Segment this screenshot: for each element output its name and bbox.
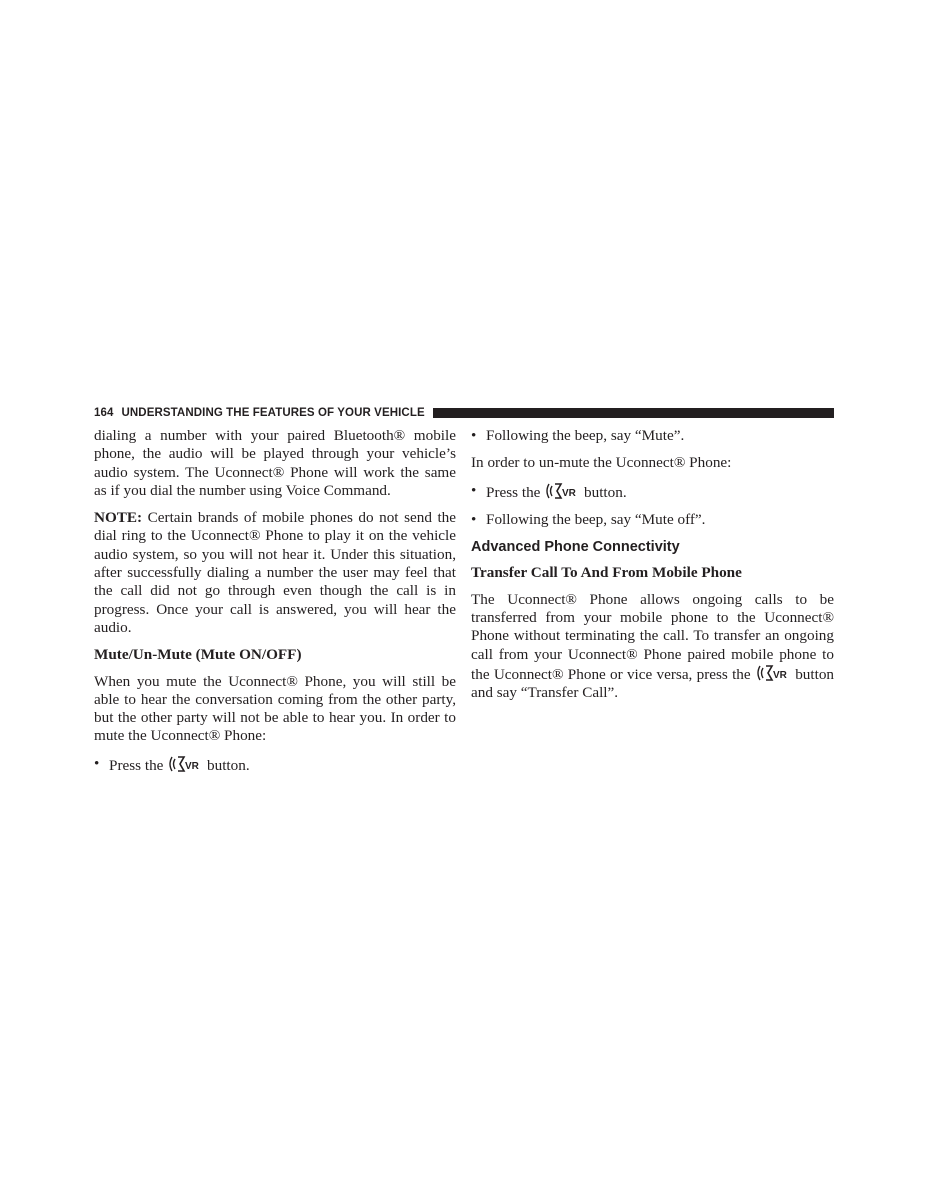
bullet-text-before: Press the (486, 483, 541, 501)
page-header (94, 405, 834, 421)
transfer-text-after: button and say “Transfer Call”. (471, 665, 835, 702)
bullet-text-after: button. (584, 483, 627, 501)
section-heading: Advanced Phone Connectivity (471, 539, 680, 556)
vr-button-icon (545, 482, 579, 500)
transfer-text-before: The Uconnect® Phone allows ongoing calls to be transferred from your mobile phone to the Uconnect® Phone without terminating the call. To transfer an ongoing call from your Uconnect® Phone paired mobile phone to the Uconnect® Phone or vice versa, press the (471, 590, 834, 683)
section-title: UNDERSTANDING THE FEATURES OF YOUR VEHICLE (121, 407, 425, 419)
list-item-say-mute-off (471, 511, 834, 529)
vr-label: VR (772, 669, 787, 681)
bullet-dot: • (94, 754, 100, 772)
bullet-text (486, 482, 627, 502)
list-item-press-vr (471, 482, 834, 502)
mute-heading: Mute/Un-Mute (Mute ON/OFF) (94, 646, 302, 664)
header-rule (433, 408, 834, 418)
vr-label: VR (185, 760, 200, 772)
bullet-text: Following the beep, say “Mute off”. (486, 510, 706, 528)
vr-button-icon (168, 755, 202, 773)
right-column (471, 427, 834, 712)
bullet-text (109, 755, 250, 775)
transfer-paragraph (471, 591, 834, 703)
bullet-text-after: button. (207, 756, 250, 774)
unmute-intro: In order to un-mute the Uconnect® Phone: (471, 454, 732, 472)
paragraph-dialing: dialing a number with your paired Bluetooth® mobile phone, the audio will be played through your vehicle’s audio system. The Uconnect® Phone will work the same as if you dial the number using Voice Command. (94, 427, 456, 499)
header-text (94, 407, 425, 419)
transfer-heading: Transfer Call To And From Mobile Phone (471, 564, 742, 582)
mute-paragraph: When you mute the Uconnect® Phone, you will still be able to hear the conversation coming from the other party, but the other party will not be able to hear you. In order to mute the Uconnect® Phone: (94, 672, 456, 745)
note-paragraph (94, 509, 456, 637)
left-column (94, 427, 456, 784)
vr-button-icon (756, 664, 790, 682)
bullet-text: Following the beep, say “Mute”. (486, 427, 685, 444)
bullet-dot: • (471, 481, 477, 499)
note-label: NOTE: (94, 509, 143, 527)
bullet-text-before: Press the (109, 756, 164, 774)
bullet-dot: • (471, 427, 477, 444)
vr-label: VR (562, 487, 577, 499)
list-item-say-mute (471, 427, 834, 445)
list-item-press-vr (94, 755, 456, 775)
page-number: 164 (94, 407, 114, 419)
note-text: Certain brands of mobile phones do not send the dial ring to the Uconnect® Phone to play it on the vehicle audio system, so you will not hear it. Under this situation, after successfully dialing a number the user may feel that the call did not go through even though the call is in progress. Once your call is answered, you will hear the audio. (94, 509, 457, 636)
bullet-dot: • (471, 510, 477, 528)
